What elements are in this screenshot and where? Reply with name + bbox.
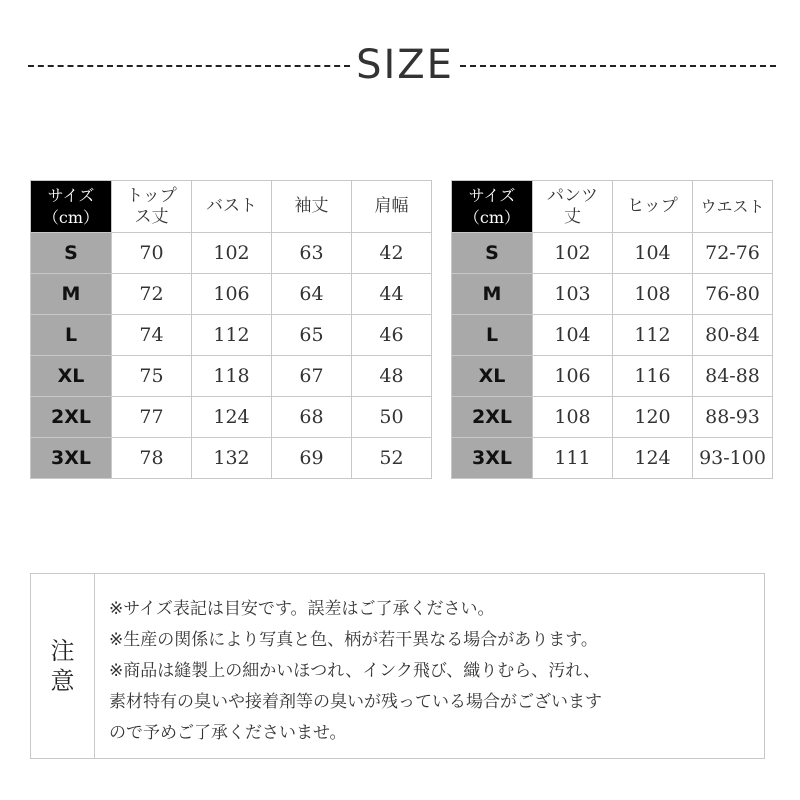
table-cell: 70 <box>112 233 192 274</box>
notes-label-char: 注 <box>50 637 75 665</box>
size-unit-header <box>31 181 112 233</box>
table-cell: 65 <box>272 315 352 356</box>
table-cell: 111 <box>533 438 613 479</box>
table-cell: 42 <box>352 233 432 274</box>
table-row <box>31 356 432 397</box>
table-cell: 68 <box>272 397 352 438</box>
table-cell: 80-84 <box>693 315 773 356</box>
size-unit-header <box>452 181 533 233</box>
column-header-top-length: トップス丈 <box>112 181 192 233</box>
table-cell: 44 <box>352 274 432 315</box>
table-cell: 124 <box>613 438 693 479</box>
table-cell: 112 <box>613 315 693 356</box>
table-row <box>452 397 773 438</box>
table-cell: 72-76 <box>693 233 773 274</box>
table-cell: 132 <box>192 438 272 479</box>
table-cell: 46 <box>352 315 432 356</box>
table-cell: 72 <box>112 274 192 315</box>
table-cell: 77 <box>112 397 192 438</box>
table-row <box>31 397 432 438</box>
unit-label: （cm） <box>463 207 521 227</box>
column-header-waist: ウエスト <box>693 181 773 233</box>
table-cell: 67 <box>272 356 352 397</box>
table-cell: 106 <box>533 356 613 397</box>
table-cell: 116 <box>613 356 693 397</box>
column-header-bust: バスト <box>192 181 272 233</box>
table-cell: 63 <box>272 233 352 274</box>
table-cell: 103 <box>533 274 613 315</box>
table-cell: 124 <box>192 397 272 438</box>
note-line: ので予めご了承くださいませ。 <box>109 723 347 743</box>
size-label: L <box>452 315 533 356</box>
column-header-sleeve-length: 袖丈 <box>272 181 352 233</box>
size-label: 2XL <box>452 397 533 438</box>
tops-size-table <box>30 180 432 479</box>
column-header-pants-length: パンツ丈 <box>533 181 613 233</box>
header-divider-right <box>460 65 776 67</box>
table-row <box>31 438 432 479</box>
header-divider-left <box>28 65 350 67</box>
table-cell: 106 <box>192 274 272 315</box>
table-cell: 102 <box>192 233 272 274</box>
size-header-label: サイズ <box>468 185 516 205</box>
table-cell: 104 <box>533 315 613 356</box>
size-label: XL <box>31 356 112 397</box>
size-header-label: サイズ <box>47 185 95 205</box>
table-header-row <box>31 181 432 233</box>
table-cell: 84-88 <box>693 356 773 397</box>
size-label: M <box>452 274 533 315</box>
table-cell: 108 <box>533 397 613 438</box>
table-row <box>452 438 773 479</box>
size-label: 2XL <box>31 397 112 438</box>
table-cell: 104 <box>613 233 693 274</box>
table-cell: 48 <box>352 356 432 397</box>
size-label: 3XL <box>452 438 533 479</box>
column-header-hip: ヒップ <box>613 181 693 233</box>
notes-text <box>109 594 759 749</box>
table-cell: 69 <box>272 438 352 479</box>
size-label: XL <box>452 356 533 397</box>
table-cell: 112 <box>192 315 272 356</box>
size-label: S <box>31 233 112 274</box>
page-title: SIZE <box>356 42 454 88</box>
table-cell: 76-80 <box>693 274 773 315</box>
note-line: 素材特有の臭いや接着剤等の臭いが残っている場合がございます <box>109 692 602 712</box>
table-row <box>31 233 432 274</box>
note-line: ※サイズ表記は目安です。誤差はご了承ください。 <box>109 599 495 619</box>
table-cell: 74 <box>112 315 192 356</box>
notes-box <box>30 573 765 759</box>
table-row <box>31 315 432 356</box>
table-header-row <box>452 181 773 233</box>
table-cell: 88-93 <box>693 397 773 438</box>
table-cell: 108 <box>613 274 693 315</box>
table-cell: 93-100 <box>693 438 773 479</box>
table-row <box>31 274 432 315</box>
table-cell: 78 <box>112 438 192 479</box>
table-row <box>452 356 773 397</box>
table-cell: 75 <box>112 356 192 397</box>
notes-label <box>31 574 95 758</box>
table-cell: 52 <box>352 438 432 479</box>
table-row <box>452 315 773 356</box>
table-cell: 120 <box>613 397 693 438</box>
unit-label: （cm） <box>42 207 100 227</box>
size-label: L <box>31 315 112 356</box>
pants-size-table <box>451 180 773 479</box>
note-line: ※商品は縫製上の細かいほつれ、インク飛び、織りむら、汚れ、 <box>109 661 601 681</box>
size-label: 3XL <box>31 438 112 479</box>
size-header <box>0 40 800 90</box>
table-cell: 118 <box>192 356 272 397</box>
column-header-shoulder-width: 肩幅 <box>352 181 432 233</box>
note-line: ※生産の関係により写真と色、柄が若干異なる場合があります。 <box>109 630 598 650</box>
size-label: S <box>452 233 533 274</box>
table-row <box>452 233 773 274</box>
table-cell: 102 <box>533 233 613 274</box>
table-cell: 50 <box>352 397 432 438</box>
table-row <box>452 274 773 315</box>
table-cell: 64 <box>272 274 352 315</box>
notes-label-char: 意 <box>50 667 75 695</box>
size-label: M <box>31 274 112 315</box>
